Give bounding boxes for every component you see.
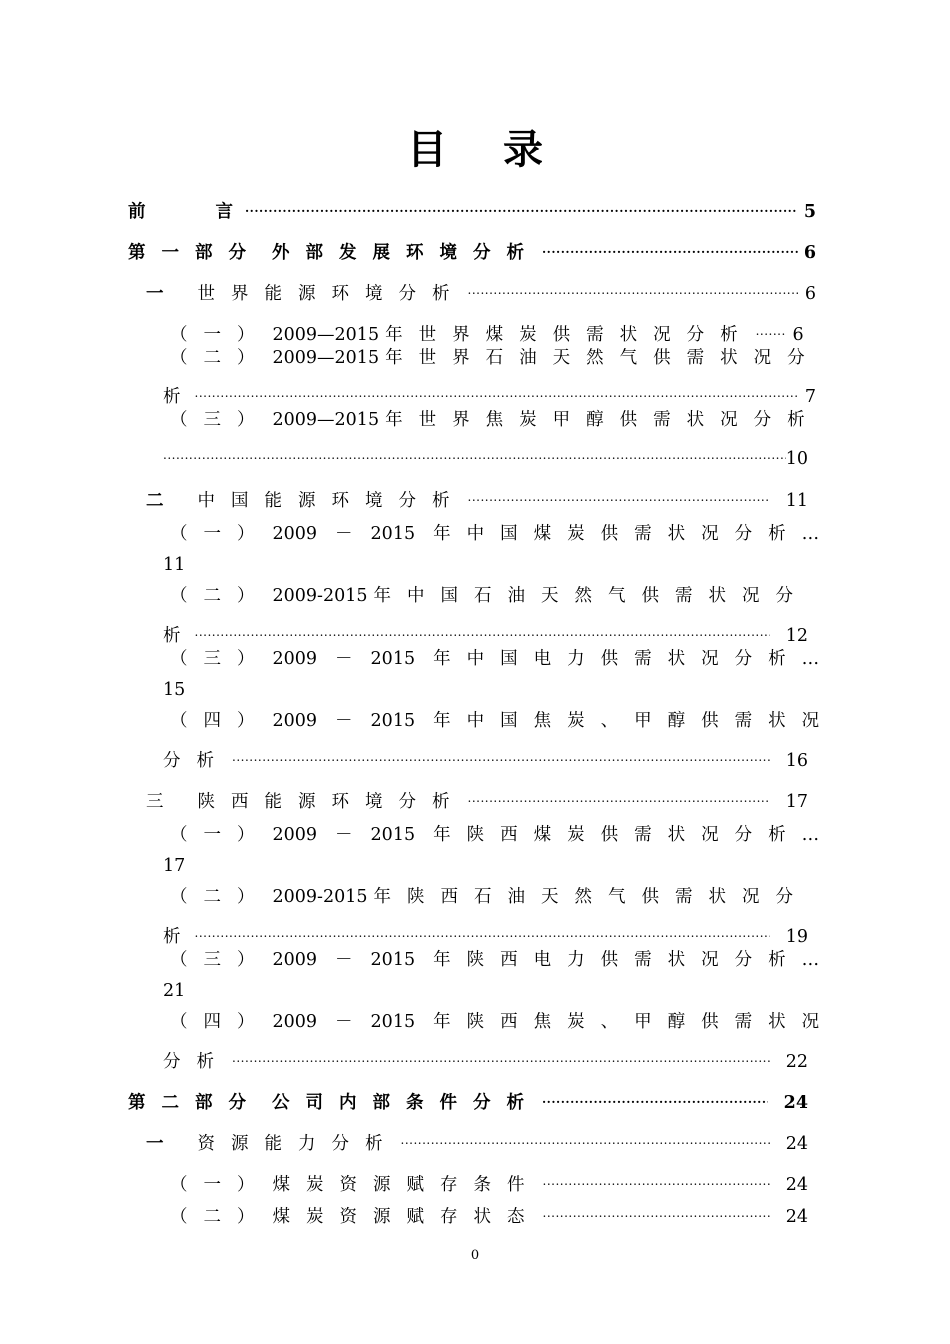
- leader-dots: [542, 1082, 768, 1108]
- toc-label: 年中国煤炭供需状况分析: [433, 524, 802, 544]
- toc-year: 2009: [272, 1012, 318, 1032]
- leader-dots: [543, 1196, 770, 1222]
- toc-year: 2015: [370, 950, 416, 970]
- toc-page: 11: [163, 555, 186, 575]
- toc-page: 15: [163, 680, 186, 700]
- toc-label: （一）: [170, 325, 271, 345]
- toc-label: 年世界焦炭甲醇供需状况分析: [385, 410, 821, 430]
- toc-label: 煤炭资源赋存条件: [272, 1175, 541, 1195]
- toc-entry-continued[interactable]: [163, 740, 808, 771]
- toc-page: 17: [785, 792, 808, 812]
- toc-year: 2009: [272, 524, 318, 544]
- toc-page: 10: [785, 449, 808, 469]
- ellipsis: …: [801, 825, 820, 845]
- toc-page: 6: [792, 325, 804, 345]
- toc-entry[interactable]: [170, 884, 810, 910]
- toc-label: 外部发展环境分析: [272, 243, 540, 263]
- toc-year: 2009—2015: [272, 410, 380, 430]
- toc-label: （三）: [170, 649, 271, 669]
- toc-label: （二）: [170, 348, 271, 368]
- toc-year: 2009: [272, 950, 318, 970]
- toc-label: 世界能源环境分析: [197, 284, 466, 304]
- toc-year: 2009: [272, 711, 318, 731]
- toc-label: 析: [163, 626, 181, 646]
- toc-dash: －: [335, 825, 353, 845]
- toc-year: 2015: [370, 711, 416, 731]
- toc-label: 一: [146, 1134, 164, 1154]
- toc-label: 年陕西焦炭、甲醇供需状况: [433, 1012, 836, 1032]
- toc-label: 年世界煤炭供需状况分析: [385, 325, 754, 345]
- leader-dots: [232, 740, 770, 766]
- leader-dots: [232, 1041, 770, 1067]
- toc-entry-continued[interactable]: [163, 853, 185, 879]
- toc-label: 年陕西煤炭供需状况分析: [433, 825, 802, 845]
- toc-year: 2015: [370, 825, 416, 845]
- toc-page: 6: [803, 243, 816, 263]
- toc-year: 2009: [272, 825, 318, 845]
- page-number: 0: [470, 1248, 480, 1263]
- toc-entry[interactable]: [128, 1082, 808, 1113]
- toc-label: 年中国电力供需状况分析: [433, 649, 802, 669]
- toc-label: 析: [163, 927, 181, 947]
- toc-page: 22: [785, 1052, 808, 1072]
- toc-dash: －: [335, 950, 353, 970]
- toc-label: 三: [146, 792, 164, 812]
- toc-year: 2015: [370, 524, 416, 544]
- toc-label: 第二部分: [128, 1093, 262, 1113]
- toc-label: 第一部分: [128, 243, 262, 263]
- toc-page: 17: [163, 856, 186, 876]
- toc-entry[interactable]: [170, 521, 820, 547]
- toc-entry-continued[interactable]: [163, 376, 816, 407]
- toc-dash: －: [335, 1012, 353, 1032]
- toc-label: 年陕西石油天然气供需状况分: [373, 887, 809, 907]
- toc-entry-continued[interactable]: [163, 438, 808, 469]
- toc-dash: －: [335, 524, 353, 544]
- toc-entry[interactable]: [170, 1196, 808, 1227]
- toc-page: 5: [803, 202, 816, 222]
- toc-entry-continued[interactable]: [163, 615, 808, 646]
- toc-page: 24: [785, 1134, 808, 1154]
- toc-label: （四）: [170, 1012, 271, 1032]
- ellipsis: …: [801, 649, 820, 669]
- toc-page: 24: [785, 1175, 808, 1195]
- toc-entry-continued[interactable]: [163, 916, 808, 947]
- toc-label: 陕西能源环境分析: [197, 792, 466, 812]
- toc-year: 2009—2015: [272, 325, 380, 345]
- toc-entry[interactable]: [170, 345, 821, 371]
- toc-label: 析: [163, 387, 181, 407]
- ellipsis: …: [801, 524, 820, 544]
- toc-entry[interactable]: [170, 314, 816, 345]
- toc-label: 中国能源环境分析: [197, 491, 466, 511]
- toc-label: （一）: [170, 825, 271, 845]
- toc-entry[interactable]: [146, 480, 808, 511]
- toc-label: 分析: [163, 751, 230, 771]
- leader-dots: [195, 916, 770, 942]
- toc-entry[interactable]: [170, 1009, 836, 1035]
- toc-label: （二）: [170, 1207, 271, 1227]
- leader-dots: [543, 1164, 770, 1190]
- toc-label: 二: [146, 491, 164, 511]
- toc-page: 6: [804, 284, 816, 304]
- toc-year: 2009-2015: [272, 887, 368, 907]
- leader-dots: [195, 376, 799, 402]
- toc-label: 煤炭资源赋存状态: [272, 1207, 541, 1227]
- toc-label: （三）: [170, 410, 271, 430]
- toc-label: 分析: [163, 1052, 230, 1072]
- toc-entry[interactable]: [146, 1123, 808, 1154]
- toc-entry[interactable]: [170, 822, 820, 848]
- toc-entry[interactable]: [128, 191, 816, 222]
- toc-page: 7: [804, 387, 816, 407]
- toc-label: 年中国焦炭、甲醇供需状况: [433, 711, 836, 731]
- toc-label: 年中国石油天然气供需状况分: [373, 586, 809, 606]
- toc-label: 言: [215, 202, 233, 222]
- toc-entry-continued[interactable]: [163, 978, 185, 1004]
- toc-entry[interactable]: [170, 708, 836, 734]
- toc-entry-continued[interactable]: [163, 552, 185, 578]
- toc-entry-continued[interactable]: [163, 677, 185, 703]
- toc-label: （二）: [170, 887, 271, 907]
- toc-year: 2009-2015: [272, 586, 368, 606]
- toc-entry[interactable]: [170, 646, 820, 672]
- toc-page: 24: [783, 1093, 808, 1113]
- toc-label: （二）: [170, 586, 271, 606]
- toc-label: （三）: [170, 950, 271, 970]
- toc-entry[interactable]: [146, 273, 816, 304]
- toc-year: 2009: [272, 649, 318, 669]
- toc-label: 前: [128, 202, 146, 222]
- toc-year: 2009—2015: [272, 348, 380, 368]
- leader-dots: [468, 781, 770, 807]
- toc-page: 11: [785, 491, 808, 511]
- toc-entry-continued[interactable]: [163, 1041, 808, 1072]
- toc-entry[interactable]: [128, 232, 816, 263]
- toc-label: 年陕西电力供需状况分析: [433, 950, 802, 970]
- toc-label: （一）: [170, 524, 271, 544]
- toc-label: （一）: [170, 1175, 271, 1195]
- leader-dots: [401, 1123, 770, 1149]
- ellipsis: …: [801, 950, 820, 970]
- toc-label: 资源能力分析: [197, 1134, 399, 1154]
- toc-entry[interactable]: [146, 781, 808, 812]
- toc-entry[interactable]: [170, 407, 821, 433]
- toc-page: 16: [785, 751, 808, 771]
- toc-page: 21: [163, 981, 186, 1001]
- leader-dots: [468, 480, 770, 506]
- toc-label: 年世界石油天然气供需状况分: [385, 348, 821, 368]
- toc-entry[interactable]: [170, 1164, 808, 1195]
- toc-year: 2015: [370, 649, 416, 669]
- toc-page: 24: [785, 1207, 808, 1227]
- toc-dash: －: [335, 711, 353, 731]
- toc-entry[interactable]: [170, 583, 810, 609]
- toc-entry[interactable]: [170, 947, 820, 973]
- toc-page: 19: [785, 927, 808, 947]
- leader-dots: [468, 273, 799, 299]
- leader-dots: [542, 232, 798, 258]
- toc-page: 12: [785, 626, 808, 646]
- toc-label: （四）: [170, 711, 271, 731]
- leader-dots: [245, 191, 798, 217]
- toc-label: 一: [146, 284, 164, 304]
- toc-year: 2015: [370, 1012, 416, 1032]
- page-title: 目录: [407, 127, 599, 173]
- leader-dots: [756, 314, 786, 340]
- toc-label: 公司内部条件分析: [272, 1093, 540, 1113]
- toc-dash: －: [335, 649, 353, 669]
- leader-dots: [163, 438, 786, 464]
- leader-dots: [195, 615, 770, 641]
